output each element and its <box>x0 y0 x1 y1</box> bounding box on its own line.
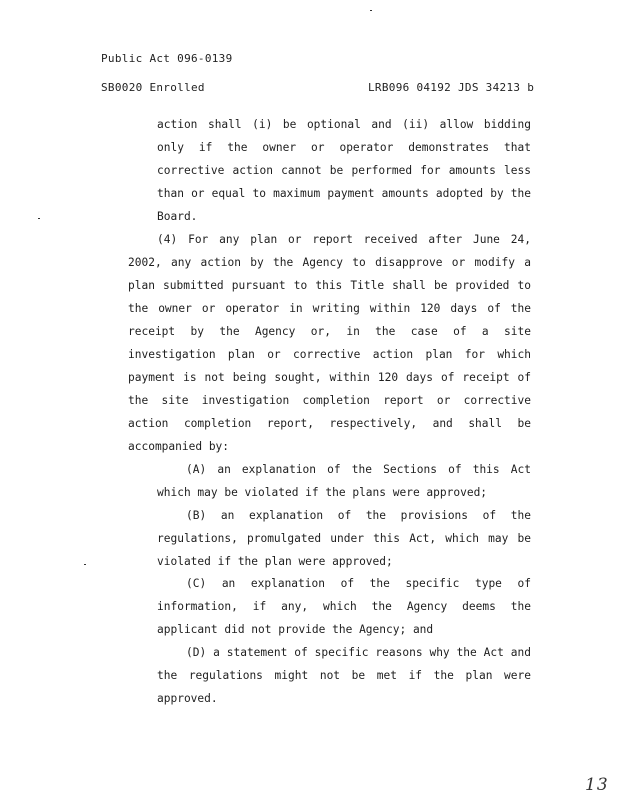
body-line: the site investigation completion report or corrective <box>128 394 531 407</box>
body-line: regulations, promulgated under this Act, which may be <box>157 532 531 545</box>
body-line: (D) a statement of specific reasons why the Act and <box>186 646 531 659</box>
body-line: action completion report, respectively, and shall be <box>128 417 531 430</box>
scan-speck <box>370 10 372 11</box>
body-line: the owner or operator in writing within 120 days of the <box>128 302 531 315</box>
body-line: receipt by the Agency or, in the case of a site <box>128 325 531 338</box>
body-line: action shall (i) be optional and (ii) allow bidding <box>157 118 531 131</box>
public-act-number: Public Act 096-0139 <box>101 52 233 65</box>
body-line: the regulations might not be met if the plan were <box>157 669 531 682</box>
body-line: (A) an explanation of the Sections of this Act <box>186 463 531 476</box>
body-line: only if the owner or operator demonstrates that <box>157 141 531 154</box>
body-line: applicant did not provide the Agency; and <box>157 623 434 636</box>
body-line: (4) For any plan or report received after June 24, <box>157 233 531 246</box>
body-line: plan submitted pursuant to this Title shall be provided to <box>128 279 531 292</box>
body-line: Board. <box>157 210 198 223</box>
scan-speck <box>38 218 40 219</box>
body-line: payment is not being sought, within 120 days of receipt of <box>128 371 531 384</box>
body-line: which may be violated if the plans were approved; <box>157 486 488 499</box>
body-line: (B) an explanation of the provisions of the <box>186 509 531 522</box>
lrb-number: LRB096 04192 JDS 34213 b <box>368 81 535 94</box>
body-line: corrective action cannot be performed for amounts less <box>157 164 531 177</box>
body-line: 2002, any action by the Agency to disapprove or modify a <box>128 256 531 269</box>
bill-number: SB0020 Enrolled <box>101 81 205 94</box>
body-line: accompanied by: <box>128 440 230 453</box>
body-line: than or equal to maximum payment amounts adopted by the <box>157 187 531 200</box>
body-line: investigation plan or corrective action plan for which <box>128 348 531 361</box>
scan-speck <box>84 564 86 565</box>
page-number: 13 <box>585 775 609 795</box>
body-line: information, if any, which the Agency deems the <box>157 600 531 613</box>
body-line: approved. <box>157 692 218 705</box>
body-line: (C) an explanation of the specific type of <box>186 577 531 590</box>
body-line: violated if the plan were approved; <box>157 555 393 568</box>
